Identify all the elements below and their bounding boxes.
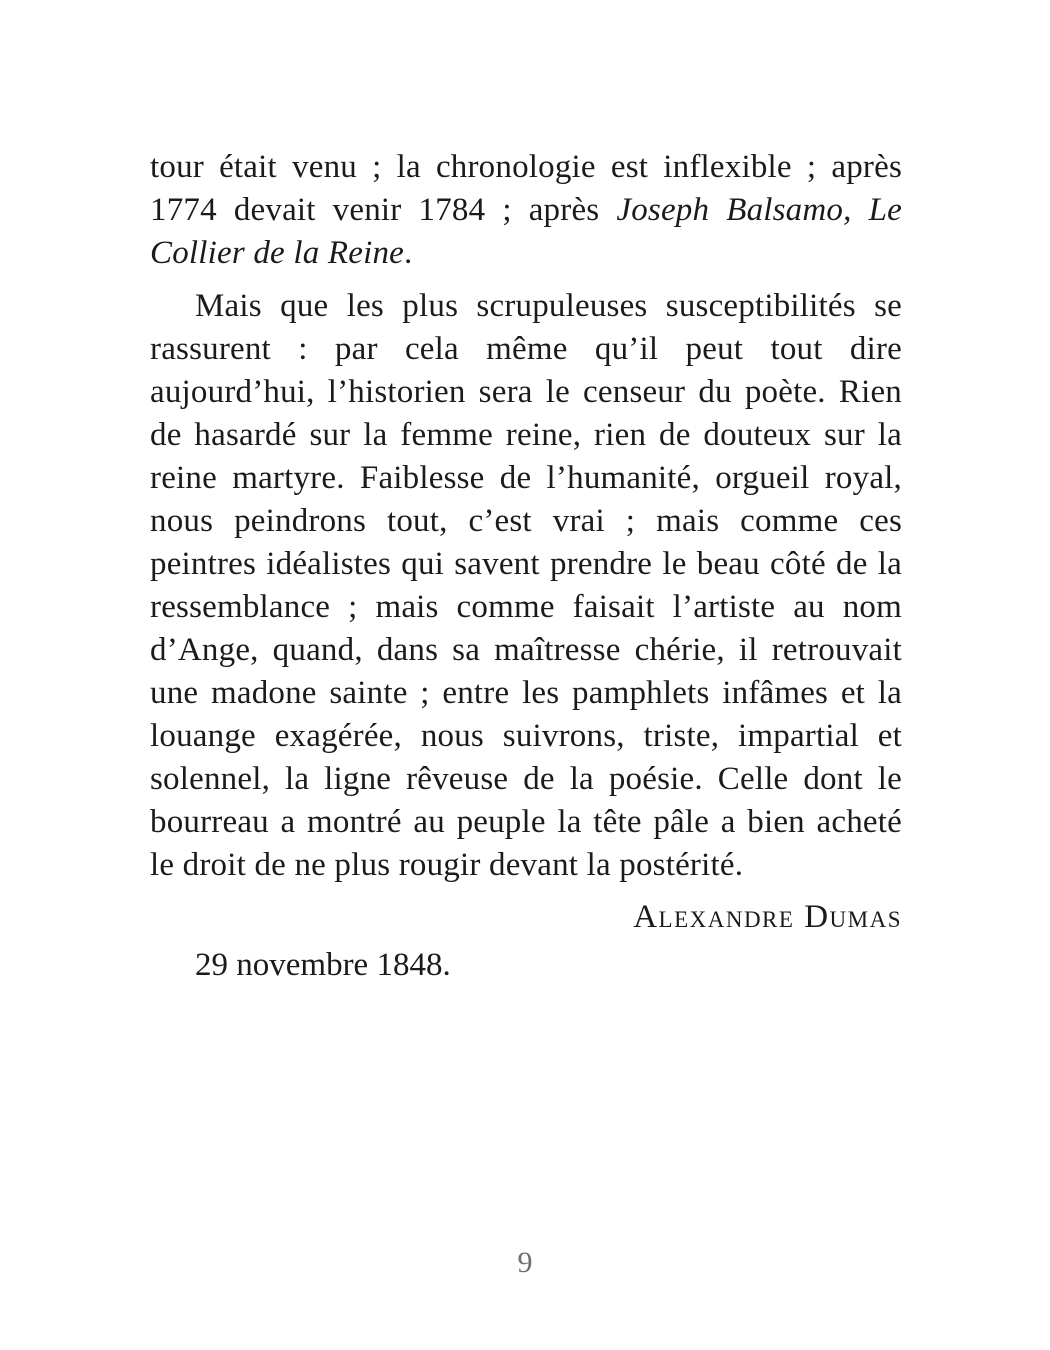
- paragraph-main: Mais que les plus scrupuleuses susceptibilités se rassurent : par cela même qu’il peut tout dire aujourd’hui, l’historien sera le censeur du poète. Rien de hasardé sur la femme reine, rien de douteux sur la reine martyre. Faiblesse de l’humanité, orgueil royal, nous peindrons tout, c’est vrai ; mais comme ces peintres idéalistes qui savent prendre le beau côté de la ressemblance ; mais comme faisait l’artiste au nom d’Ange, quand, dans sa maîtresse chérie, il retrouvait une madone sainte ; entre les pamphlets infâmes et la louange exagérée, nous suivrons, triste, impartial et solennel, la ligne rêveuse de la poésie. Celle dont le bourreau a montré au peuple la tête pâle a bien acheté le droit de ne plus rougir devant la postérité.: [150, 288, 902, 883]
- author-signature: Alexandre Dumas: [633, 899, 902, 935]
- paragraph-opening-text: tour était venu ; la chronologie est inflexible ; après 1774 devait venir 1784 ; après: [150, 149, 902, 228]
- book-titles-italic: Joseph Balsamo, Le Collier de la Reine: [150, 192, 902, 271]
- paragraph-opening: [150, 146, 902, 275]
- page-number: 9: [517, 1246, 533, 1279]
- text-block: [150, 146, 902, 987]
- author-signature-line: [150, 896, 902, 939]
- paragraph-opening-period: .: [404, 235, 413, 271]
- date-line: 29 novembre 1848.: [195, 947, 451, 983]
